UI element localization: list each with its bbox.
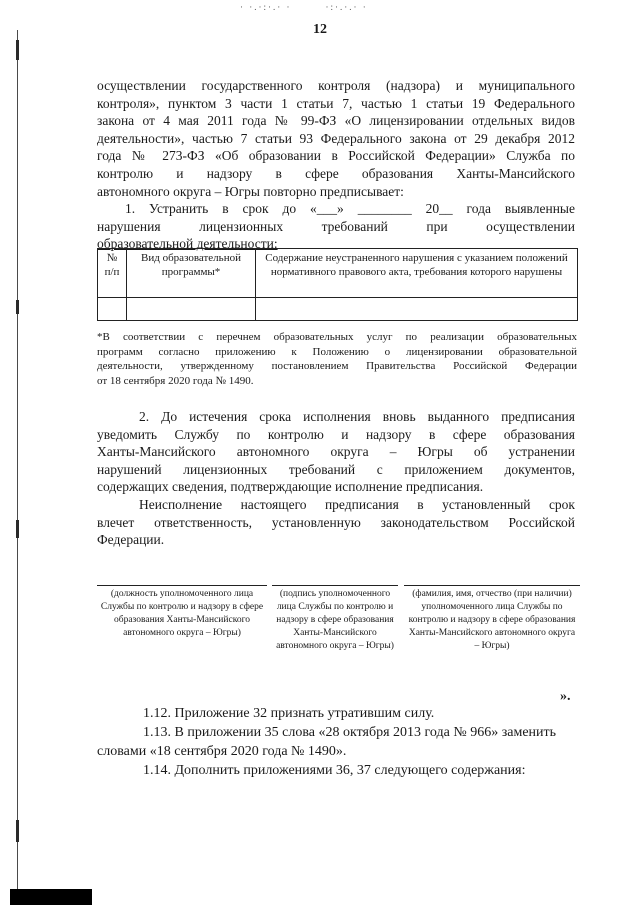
scan-edge-line: [17, 30, 18, 890]
text-line: нарушений лицензионных требований с приложением документов,: [97, 461, 575, 477]
text-line: Неисполнение настоящего предписания в установленный срок: [139, 497, 575, 512]
text-line: образовательной деятельности:: [97, 236, 278, 252]
signature-sign-line: [272, 585, 398, 586]
text-line: *В соответствии с перечнем образовательных услуг по реализации образовательных: [97, 331, 577, 343]
text-line: от 18 сентября 2020 года № 1490.: [97, 374, 254, 387]
item-2-paragraph: [97, 408, 575, 496]
text-line: контролю и надзору в сфере образования Ханты-Мансийского: [97, 165, 575, 181]
text-line: закона от 4 мая 2011 года № 99-ФЗ «О лицензировании отдельных видов: [97, 113, 575, 129]
table-cell: [98, 298, 127, 321]
scan-edge-mark: [16, 300, 19, 314]
item-1-paragraph: [97, 200, 575, 253]
text-line: контроля», пунктом 3 части 1 статьи 7, частью 1 статьи 19 Федерального: [97, 95, 575, 111]
page-number: 12: [313, 22, 327, 37]
amendment-1-14: 1.14. Дополнить приложениями 36, 37 следующего содержания:: [143, 763, 526, 778]
closing-quote: ».: [560, 689, 571, 704]
liability-paragraph: [97, 496, 575, 549]
scan-noise: · ·.·:·.· · ·:·.·.· ·: [240, 2, 368, 12]
col-program-header: Вид образовательной программы*: [127, 249, 256, 298]
amendment-1-12: 1.12. Приложение 32 признать утратившим силу.: [143, 706, 435, 721]
signature-position-caption: (должность уполномоченного лица Службы по контролю и надзору в сфере образования Ханты-Мансийского автономного округа – Югры): [100, 589, 264, 638]
signature-name-caption: (фамилия, имя, отчество (при наличии) уполномоченного лица Службы по контролю и надзору в сфере образования Ханты-Мансийского автономного округа – Югры): [408, 589, 576, 651]
intro-paragraph: [97, 77, 575, 200]
text-line: нарушения лицензионных требований при осуществлении: [97, 218, 575, 234]
table-cell: [127, 298, 256, 321]
text-line: уведомить Службу по контролю и надзору в сфере образования: [97, 426, 575, 442]
table-cell: [256, 298, 578, 321]
text-line: Ханты-Мансийского автономного округа – Югры об устранении: [97, 444, 575, 460]
col-number-header: № п/п: [98, 249, 127, 298]
text-line: деятельности», частью 7 статьи 93 Федерального закона от 29 декабря 2012: [97, 130, 575, 146]
violations-table: [97, 248, 578, 321]
amendment-1-13: 1.13. В приложении 35 слова «28 октября 2013 года № 966» заменить: [143, 725, 557, 740]
text-line: влечет ответственность, установленную законодательством Российской: [97, 514, 575, 530]
text-line: автономного округа – Югры повторно предписывает:: [97, 183, 404, 199]
signature-name-line: [404, 585, 580, 586]
text-line: 2. До истечения срока исполнения вновь выданного предписания: [139, 409, 575, 424]
table-header-row: [98, 249, 578, 298]
footnote: [97, 330, 577, 388]
signature-sign-caption: (подпись уполномоченного лица Службы по контролю и надзору в сфере образования Ханты-Мансийского автономного округа – Югры): [276, 589, 394, 651]
scan-edge-mark: [16, 820, 19, 842]
text-line: осуществлении государственного контроля (надзора) и муниципального: [97, 78, 575, 93]
scan-corner-block: [10, 889, 92, 905]
scan-edge-mark: [16, 520, 19, 538]
text-line: Федерации.: [97, 532, 165, 548]
text-line: 1. Устранить в срок до «___» ________ 20__ года выявленные: [125, 201, 575, 216]
signature-position-line: [97, 585, 267, 586]
amendment-1-13-cont: словами «18 сентября 2020 года № 1490».: [97, 744, 347, 759]
scan-edge-mark: [16, 40, 19, 60]
col-violation-header: Содержание неустраненного нарушения с указанием положений нормативного правового акта, требования которого нарушены: [256, 249, 578, 298]
text-line: деятельности, утвержденному постановлением Правительства Российской Федерации: [97, 360, 577, 373]
table-row: [98, 298, 578, 321]
text-line: программ согласно приложению к Положению о лицензировании образовательной: [97, 345, 577, 358]
text-line: содержащих сведения, подтверждающие исполнение предписания.: [97, 479, 484, 495]
text-line: года № 273-ФЗ «Об образовании в Российской Федерации» Служба по: [97, 148, 575, 164]
